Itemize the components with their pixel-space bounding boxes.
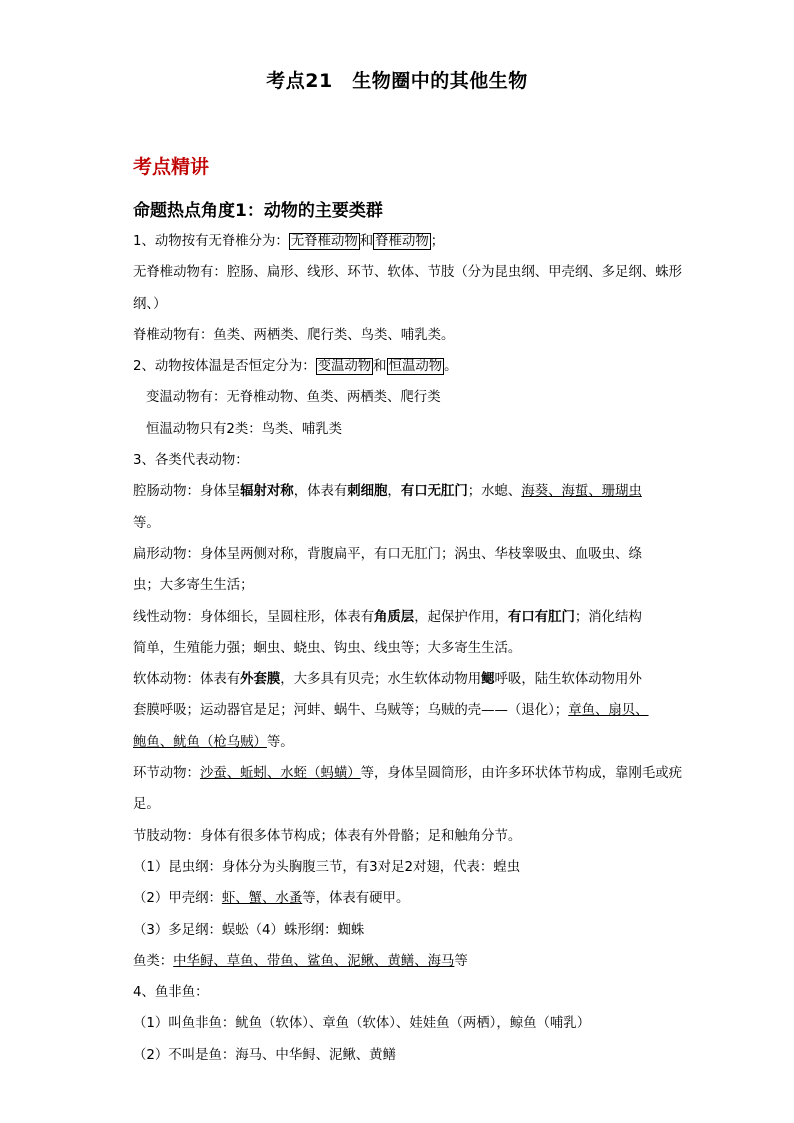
bold-term: 外套膜	[240, 672, 281, 688]
text: 和	[359, 234, 374, 249]
underlined-term: 中华鲟、草鱼、带鱼、鲨鱼、泥鳅、黄鳝、海马	[173, 953, 455, 969]
text: ；	[430, 234, 445, 249]
text: 2、动物按体温是否恒定分为：	[133, 359, 316, 375]
text-line	[133, 699, 678, 730]
content-body	[133, 230, 683, 1075]
page-title: 考点21 生物圈中的其他生物	[266, 70, 528, 92]
text-line: 等。	[133, 515, 160, 531]
text-line: 恒温动物只有2类：鸟类、哺乳类	[146, 421, 342, 437]
bold-term: 有口有肛门	[507, 609, 575, 625]
text-line: 简单，生殖能力强；蛔虫、蛲虫、钩虫、线虫等；大多寄生生活。	[133, 640, 522, 656]
text: ；水螅、	[467, 484, 522, 500]
text: ；消化结构	[574, 609, 642, 625]
text-line: 扁形动物：身体呈两侧对称，背腹扁平，有口无肛门；涡虫、华枝睾吸虫、血吸虫、绦	[133, 546, 642, 562]
text-line	[133, 480, 678, 511]
text-line: 脊椎动物有：鱼类、两栖类、爬行类、鸟类、哺乳类。	[133, 327, 455, 343]
text-line	[133, 668, 678, 699]
text: 和	[373, 359, 387, 375]
text-line	[133, 230, 678, 261]
boxed-term: 恒温动物	[388, 359, 443, 375]
text: ，大多具有贝壳；水生软体动物用	[280, 672, 482, 688]
text: ，起保护作用，	[414, 609, 508, 625]
text: 呼吸，陆生软体动物用外	[494, 672, 642, 688]
underlined-term: 鲍鱼、鱿鱼（枪乌贼）	[133, 734, 267, 750]
text: 等，身体呈圆筒形，由许多环状体节构成，靠刚毛或疣	[360, 766, 683, 782]
text: 软体动物：体表有	[133, 672, 241, 688]
bold-term: 有口无肛门	[400, 484, 468, 500]
text-line	[133, 887, 678, 918]
text-line: （3）多足纲：蜈蚣（4）蛛形纲：蜘蛛	[133, 922, 365, 938]
text-line: 变温动物有：无脊椎动物、鱼类、两栖类、爬行类	[146, 390, 441, 406]
text-line	[133, 606, 678, 637]
text: ，	[387, 484, 401, 500]
bold-term: 辐射对称	[240, 484, 294, 500]
text: 线性动物：身体细长，呈圆柱形，体表有	[133, 609, 375, 625]
text-line: （1）叫鱼非鱼：鱿鱼（软体）、章鱼（软体）、娃娃鱼（两栖），鲸鱼（哺乳）	[133, 1016, 591, 1032]
text: （2）甲壳纲：	[133, 891, 222, 907]
section-heading: 考点精讲	[133, 156, 210, 178]
underlined-term: 章鱼、扇贝、	[568, 703, 649, 719]
text-line: 无脊椎动物有：腔肠、扁形、线形、环节、软体、节肢（分为昆虫纲、甲壳纲、多足纲、蛛形	[133, 265, 683, 281]
boxed-term: 脊椎动物	[375, 234, 429, 249]
text-line	[133, 950, 678, 981]
bold-term: 鳃	[481, 672, 495, 688]
underlined-term: 虾、蟹、水蚤	[221, 891, 303, 907]
text-line: 3、各类代表动物：	[133, 453, 249, 469]
text-line: 足。	[133, 797, 160, 813]
text: 等	[454, 953, 468, 969]
boxed-term: 无脊椎动物	[290, 234, 358, 249]
text-line: 节肢动物：身体有很多体节构成；体表有外骨骼；足和触角分节。	[133, 828, 522, 844]
text-line	[133, 731, 678, 762]
text: 腔肠动物：身体呈	[133, 484, 241, 500]
text-line	[133, 355, 678, 386]
bold-term: 刺细胞	[347, 484, 388, 500]
text-line: 4、鱼非鱼：	[133, 985, 209, 1001]
text-line: （1）昆虫纲：身体分为头胸腹三节，有3对足2对翅，代表：蝗虫	[133, 859, 521, 875]
subsection-heading: 命题热点角度1：动物的主要类群	[133, 201, 383, 221]
text: 鱼类：	[133, 953, 174, 969]
underlined-term: 沙蚕、蚯蚓、水蛭（蚂蟥）	[199, 766, 361, 782]
bold-term: 角质层	[374, 609, 415, 625]
text-line	[133, 762, 683, 793]
text: 环节动物：	[133, 766, 200, 782]
text: 。	[444, 359, 458, 375]
text: 等。	[266, 734, 294, 750]
text-line: 纲、）	[133, 296, 167, 312]
text-line: 虫；大多寄生生活；	[133, 578, 254, 594]
text: ，体表有	[293, 484, 348, 500]
boxed-term: 变温动物	[317, 359, 372, 375]
text-line: （2）不叫是鱼：海马、中华鲟、泥鳅、黄鳝	[133, 1047, 396, 1063]
text: 等，体表有硬甲。	[302, 891, 410, 907]
underlined-term: 海葵、海蜇、珊瑚虫	[521, 484, 642, 500]
text: 1、动物按有无脊椎分为：	[133, 234, 289, 249]
text: 套膜呼吸；运动器官是足；河蚌、蜗牛、乌贼等；乌贼的壳——（退化）；	[133, 703, 569, 719]
